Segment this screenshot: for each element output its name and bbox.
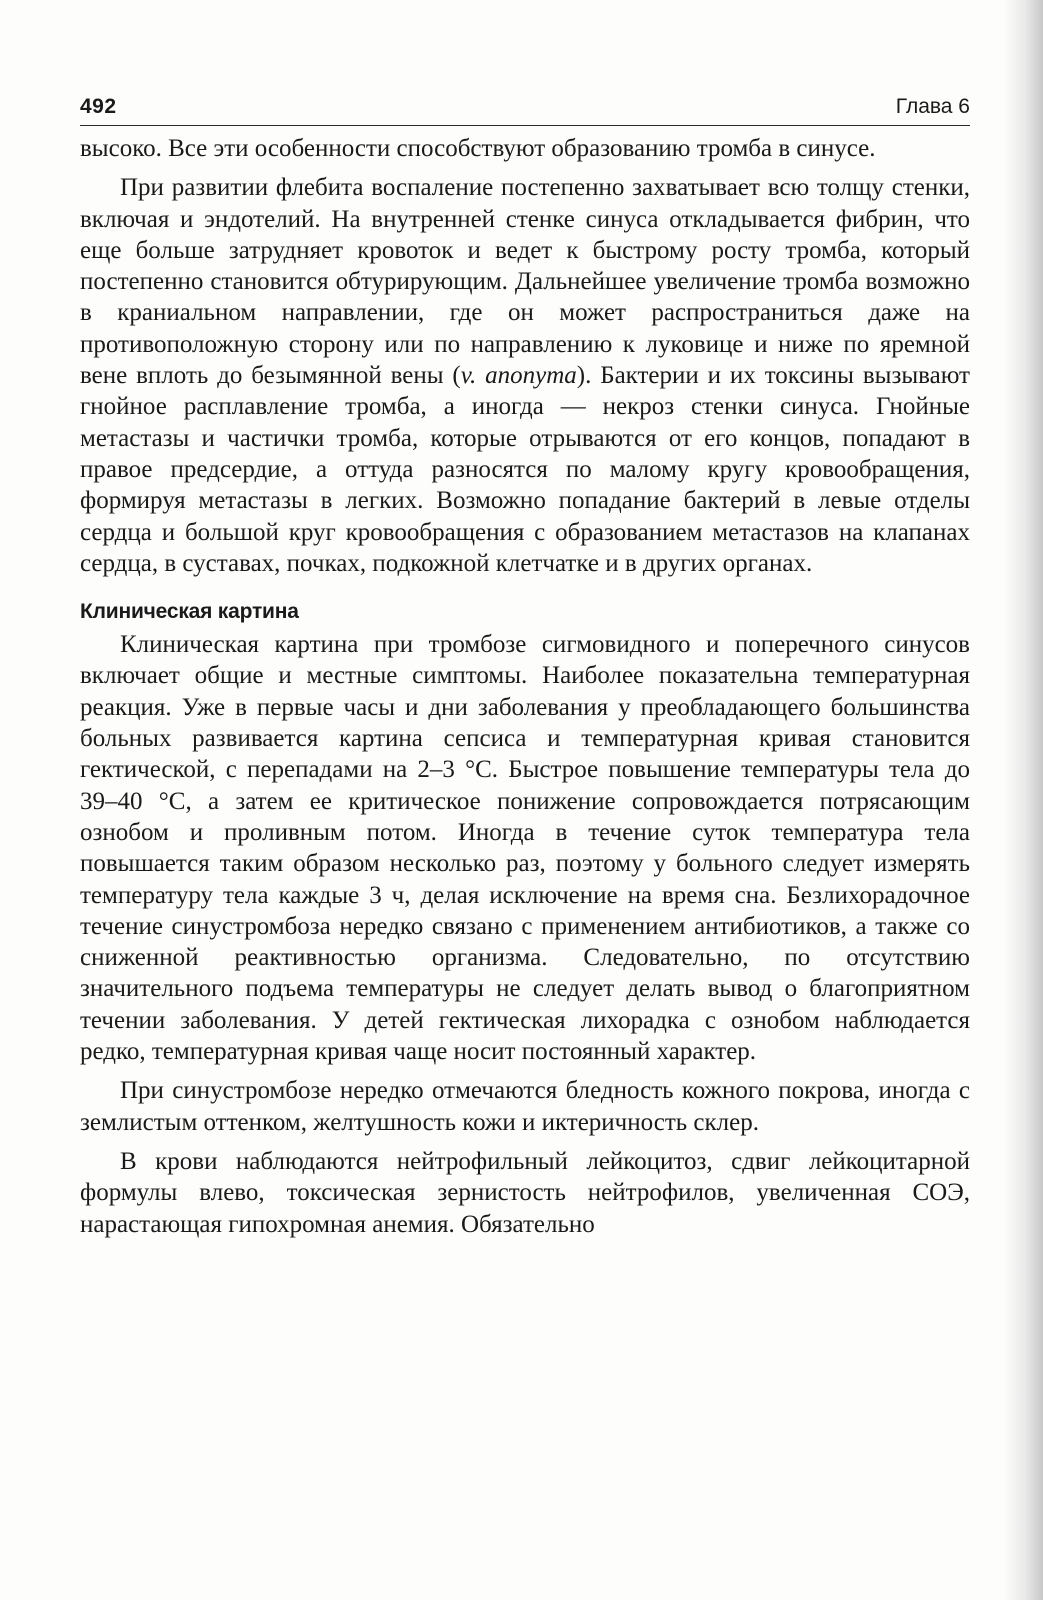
chapter-label: Глава 6 [895,95,970,118]
book-page [80,96,970,1248]
page-number: 492 [80,95,117,118]
page-edge-shadow [1003,0,1043,1600]
paragraph-clinical-picture: Клиническая картина при тромбозе сигмовидного и поперечного синусов включает общие и местные симптомы. Наиболее показательна температурная реакция. Уже в первые часы и дни заболевания у преобладающего большинства больных развивается картина сепсиса и температурная кривая становится гектической, с перепадами на 2–3 °С. Быстрое повышение температуры тела до 39–40 °С, а затем ее критическое понижение сопровождается потрясающим ознобом и проливным потом. Иногда в течение суток температура тела повышается таким образом несколько раз, поэтому у больного следует измерять температуру тела каждые 3 ч, делая исключение на время сна. Безлихорадочное течение синустромбоза нередко связано с применением антибиотиков, а также со сниженной реактивностью организма. Следовательно, по отсутствию значительного подъема температуры не следует делать вывод о благоприятном течении заболевания. У детей гектическая лихорадка с ознобом наблюдается редко, температурная кривая чаще носит постоянный характер. [80,631,970,1066]
paragraph-continuation: высоко. Все эти особенности способствуют образованию тромба в синусе. [80,135,876,162]
paragraph-phlebitis-text-2: ). Бактерии и их токсины вызывают гнойное расплавление тромба, а иногда — некроз стенки синуса. Гнойные метастазы и частички тромба, которые отрываются от его концов, попадают в правое предсердие, а оттуда разносятся по малому кругу кровообращения, формируя метастазы в легких. Возможно попадание бактерий в левые отделы сердца и большой круг кровообращения с образованием метастазов на клапанах сердца, в суставах, почках, подкожной клетчатке и в других органах. [80,362,970,577]
paragraph-skin-signs: При синустромбозе нередко отмечаются бледность кожного покрова, иногда с землистым оттенком, желтушность кожи и иктеричность склер. [80,1077,970,1136]
body-text [80,133,970,1240]
running-header [80,96,970,126]
paragraph-phlebitis [80,172,970,579]
section-heading: Клиническая картина [80,600,299,624]
latin-term: v. anonyma [460,362,577,390]
paragraph-blood-findings: В крови наблюдаются нейтрофильный лейкоцитоз, сдвиг лейкоцитарной формулы влево, токсическая зернистость нейтрофилов, увеличенная СОЭ, нарастающая гипохромная анемия. Обязательно [80,1147,970,1238]
paragraph-phlebitis-text-1: При развитии флебита воспаление постепенно захватывает всю толщу стенки, включая и эндотелий. На внутренней стенке синуса откладывается фибрин, что еще больше затрудняет кровоток и ведет к быстрому росту тромба, который постепенно становится обтурирующим. Дальнейшее увеличение тромба возможно в краниальном направлении, где он может распространиться даже на противоположную сторону или по направлению к луковице и ниже по яремной вене вплоть до безымянной вены ( [80,174,970,390]
